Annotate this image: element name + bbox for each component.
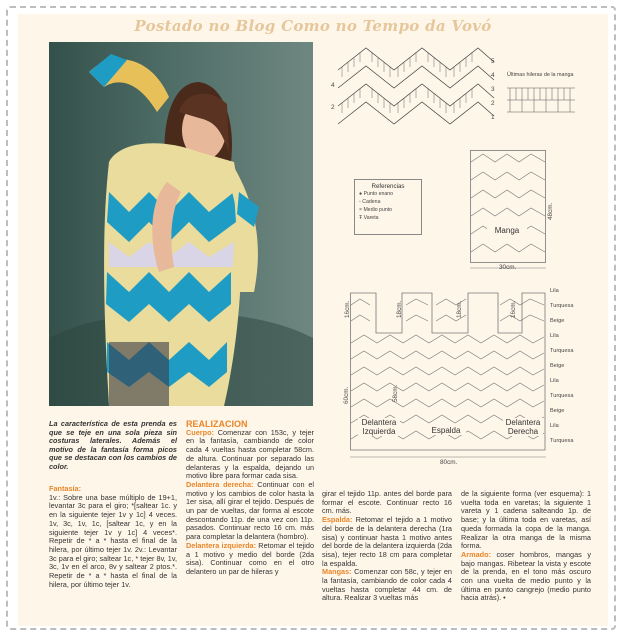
espalda-label: Espalda bbox=[426, 426, 466, 435]
sisa-16-right: 16cm. bbox=[510, 300, 517, 318]
ref-item-label: Punto enano bbox=[363, 191, 394, 197]
referencias-title: Referencias bbox=[371, 183, 405, 190]
ref-item-label: Cadena bbox=[362, 199, 381, 205]
color-row: Lila bbox=[550, 378, 559, 384]
armado-label: Armado: bbox=[461, 549, 491, 559]
color-row: Beige bbox=[550, 318, 565, 324]
row-number: 3 bbox=[491, 86, 495, 93]
sisa-18-a: 18cm. bbox=[396, 300, 403, 318]
row-number-left: 4 bbox=[331, 82, 335, 89]
ref-vareta: Ŧ Vareta bbox=[359, 215, 379, 221]
color-row: Beige bbox=[550, 408, 565, 414]
body-diagram bbox=[350, 285, 550, 465]
mangas-text: Comenzar con 58c, y tejer en la fantasía, cambiando de color cada 4 vueltas hasta completar 44 cm. de altura. Realizar 3 vueltas más bbox=[322, 567, 452, 603]
ref-cadena: ◦ Cadena bbox=[359, 199, 381, 205]
delantera-derecha-text: Continuar con el motivo y los cambios de color hasta la 1er sisa, allí girar el tejido. Después de un par de vueltas, dar forma al escote descontando 11p. de una vez con 11p. pasados. Continuar recto 16 cm. más para completar la delantera (hombro). bbox=[186, 479, 314, 542]
color-row: Lila bbox=[550, 423, 559, 429]
column-armado bbox=[461, 490, 591, 603]
model-illustration bbox=[49, 42, 313, 406]
cuerpo-text: Comenzar con 153c, y tejer en la fantasía, cambiando de color cada 4 vueltas hasta completar 58cm. de altura. Continuar por separado las delanteras y la espalda, dejando un motivo libre para formar cada sisa. bbox=[186, 427, 314, 481]
delantera-derecha-label: Delantera Derecha bbox=[503, 418, 543, 436]
manga-diagram bbox=[470, 150, 550, 272]
row-number-left: 2 bbox=[331, 104, 335, 111]
color-row: Turquesa bbox=[550, 303, 574, 309]
column-realizacion bbox=[186, 420, 314, 577]
mangas-label: Mangas: bbox=[322, 567, 352, 577]
color-row: Lila bbox=[550, 333, 559, 339]
row-number: 1 bbox=[491, 114, 495, 121]
referencias-box bbox=[354, 179, 422, 235]
fantasia-heading: Fantasía: bbox=[49, 484, 82, 493]
realizacion-heading: REALIZACION bbox=[186, 419, 248, 429]
column-fantasia bbox=[49, 485, 177, 589]
ref-item-label: Vareta bbox=[363, 215, 379, 221]
sisa-16-left: 16cm. bbox=[344, 300, 351, 318]
color-row: Turquesa bbox=[550, 348, 574, 354]
espalda-paragraph bbox=[322, 516, 452, 568]
photo-caption: La característica de esta prenda es que se teje en una sola pieza sin costuras laterales. Además el motivo de la fantasía forma picos que se destacan con los cambios de color. bbox=[49, 419, 177, 471]
blog-title: Postado no Blog Como no Tempo da Vovó bbox=[134, 17, 492, 35]
model-photo bbox=[49, 42, 313, 406]
row-number: 4 bbox=[491, 72, 495, 79]
col4-continuation: de la siguiente forma (ver esquema): 1 vuelta toda en varetas; la siguiente 1 vareta y 1 cadena salteando 1p. de base; y la última toda en varetas, así queda formada la copa de la manga. Realizar la otra manga de la misma forma. bbox=[461, 489, 591, 551]
ref-punto-enano: ● Punto enano bbox=[359, 191, 394, 197]
ultimas-hileras-label: Últimas hileras de la manga bbox=[507, 72, 574, 78]
stitch-chart bbox=[336, 40, 496, 132]
color-row: Turquesa bbox=[550, 393, 574, 399]
color-row: Beige bbox=[550, 363, 565, 369]
sisa-18-b: 18cm. bbox=[456, 300, 463, 318]
delantera-izquierda-label: Delantera izquierda: bbox=[186, 540, 257, 550]
row-number: 5 bbox=[491, 58, 495, 65]
ref-item-label: Medio punto bbox=[363, 207, 393, 213]
delantera-derecha-label: Delantera derecha: bbox=[186, 479, 254, 489]
color-row: Lila bbox=[550, 288, 559, 294]
delantera-izquierda-paragraph bbox=[186, 542, 314, 577]
sleeve-top-chart bbox=[507, 82, 575, 120]
ref-medio-punto: × Medio punto bbox=[359, 207, 393, 213]
espalda-text: Retomar el tejido a 1 motivo del borde de la delantera derecha (1ra sisa) y continuar hasta 1 motivo antes del borde de la delantera izquierda (2da sisa), tejer recto 18 cm para completar la espalda. bbox=[322, 515, 452, 568]
cuerpo-label: Cuerpo: bbox=[186, 427, 214, 437]
manga-width: 30cm. bbox=[499, 264, 517, 271]
body-height: 60cm. bbox=[343, 386, 350, 404]
col3-continuation: girar el tejido 11p. antes del borde para formar el escote. Continuar recto 16 cm. más. bbox=[322, 489, 452, 516]
manga-label: Manga bbox=[487, 226, 527, 235]
column-espalda bbox=[322, 490, 452, 603]
row-number: 2 bbox=[491, 100, 495, 107]
fantasia-text: 1v.: Sobre una base múltiplo de 19+1, levantar 3c para el giro; *[saltear 1c. y en la siguiente tejer 1v y 1c] 4 veces. 1v, 3c, 1v, 1c, [saltear 1c, y en la siguiente tejer 1v y 1c] 4 veces*. Repetir de * a * hasta el final de la hilera, por último tejer 1v. 2v.: Levantar 3c para el giro; saltear 1c, * tejer 8v, 1v, 3c, 1v en el arco, 8v y saltear 2 ptos.*. Repetir de * a * hasta el final de la hilera, por último tejer 1v. bbox=[49, 492, 177, 589]
delantera-derecha-paragraph bbox=[186, 481, 314, 542]
espalda-label: Espalda: bbox=[322, 515, 353, 525]
color-row: Turquesa bbox=[550, 438, 574, 444]
delantera-izquierda-text: Retomar el tejido a 1 motivo y medio del borde (2da sisa). Continuar como en el otro delantero un par de hileras y bbox=[186, 540, 314, 576]
armado-paragraph bbox=[461, 551, 591, 603]
body-width: 80cm. bbox=[440, 459, 458, 466]
mangas-paragraph bbox=[322, 568, 452, 603]
cuerpo-paragraph bbox=[186, 429, 314, 481]
armado-text: coser hombros, mangas y bajo mangas. Ribetear la vista y escote de la prenda, en el tono más oscuro con una vuelta de medio punto y la última en punto cangrejo (medio punto hacia atrás). • bbox=[461, 549, 591, 603]
body-mid-height: 58cm. bbox=[392, 384, 399, 402]
manga-height: 48cm. bbox=[547, 202, 554, 220]
delantera-izquierda-label: Delantera Izquierda bbox=[358, 418, 400, 436]
